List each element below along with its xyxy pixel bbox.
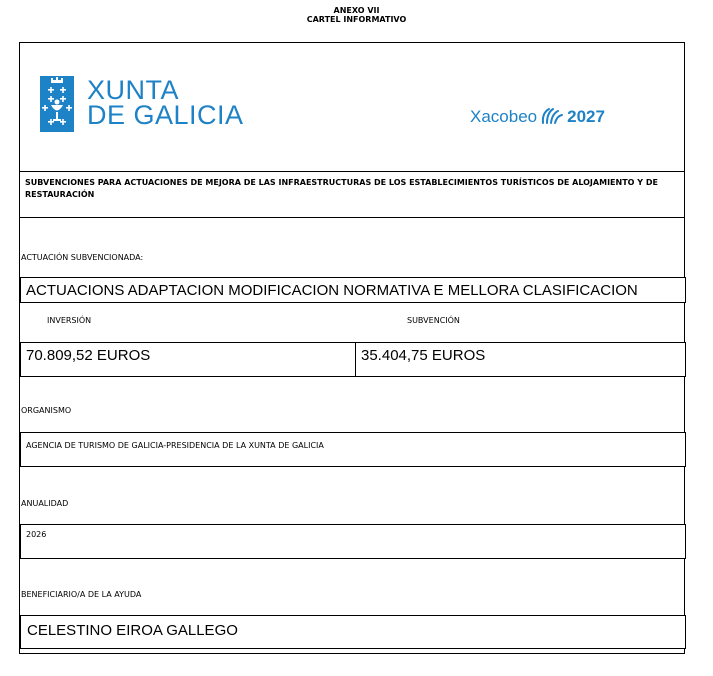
program-title-box [19,171,685,218]
subsidy-label: SUBVENCIÓN [407,316,460,325]
organism-label: ORGANISMO [21,406,72,415]
xacobeo-word: Xacobeo [470,107,538,126]
beneficiary-label: BENEFICIARIO/A DE LA AYUDA [21,590,142,599]
investment-label: INVERSIÓN [47,316,92,325]
organism-value: AGENCIA DE TURISMO DE GALICIA-PRESIDENCIA DE LA XUNTA DE GALICIA [26,441,324,450]
action-value: ACTUACIONS ADAPTACION MODIFICACION NORMATIVA E MELLORA CLASIFICACION [26,282,638,299]
annuity-label: ANUALIDAD [21,499,69,508]
scallop-shell-icon [540,107,564,125]
xunta-emblem-icon [40,76,74,132]
investment-box [20,342,356,377]
galicia-chalice-icon [40,76,74,132]
xunta-logo-line2: DE GALICIA [87,100,244,130]
investment-value: 70.809,52 EUROS [26,347,151,364]
xacobeo-logo [470,106,605,128]
subsidy-box [355,342,686,377]
subsidy-value: 35.404,75 EUROS [361,347,486,364]
annuity-box [20,524,686,559]
xunta-logo-text [87,75,244,130]
beneficiary-box [20,615,686,649]
beneficiary-value: CELESTINO EIROA GALLEGO [27,622,238,639]
annuity-value: 2026 [26,530,47,539]
document-title: CARTEL INFORMATIVO [306,15,407,24]
xunta-logo-line1: XUNTA [87,75,180,105]
action-box [20,277,686,303]
action-label: ACTUACIÓN SUBVENCIONADA: [21,253,144,262]
program-title: SUBVENCIONES PARA ACTUACIONES DE MEJORA DE LAS INFRAESTRUCTURAS DE LOS ESTABLECIMIENTOS TURÍSTICOS DE ALOJAMIENTO Y DE RESTAURACIÓN [25,178,658,199]
xacobeo-year: 2027 [567,107,605,126]
organism-box [20,432,686,467]
annex-number: ANEXO VII [333,6,380,15]
